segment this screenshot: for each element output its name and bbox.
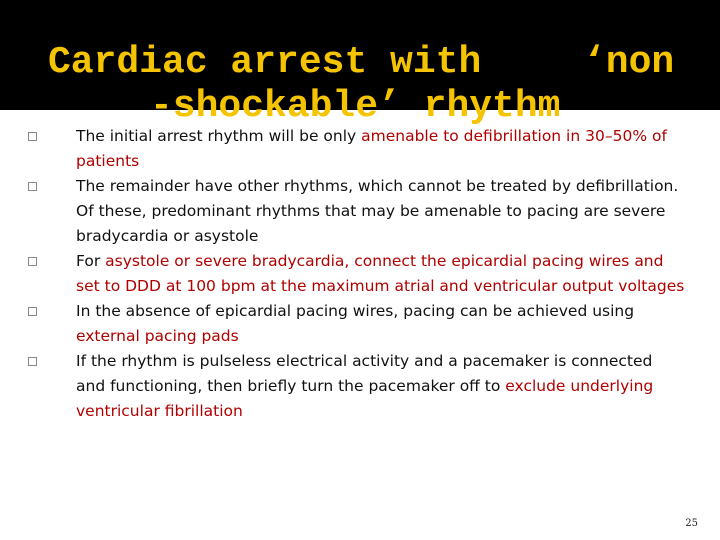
bullet-square-icon	[28, 257, 37, 266]
bullet-item	[26, 124, 686, 174]
bullet-text: In the absence of epicardial pacing wires, pacing can be achieved using	[76, 302, 635, 320]
bullet-highlight: external pacing pads	[76, 327, 239, 345]
bullet-square-icon	[28, 132, 37, 141]
bullet-item	[26, 349, 686, 424]
bullet-highlight: exclude underlying ventricular fibrillation	[76, 377, 654, 420]
bullet-highlight: amenable to defibrillation in 30–50% of patients	[76, 127, 667, 170]
bullet-text: If the rhythm is pulseless electrical activity and a pacemaker is connected and functioning, then briefly turn the pacemaker off to	[76, 352, 653, 395]
bullet-highlight: asystole or severe bradycardia, connect the epicardial pacing wires and set to DDD at 100 bpm at the maximum atrial and ventricular output voltages	[76, 252, 685, 295]
bullet-text: The initial arrest rhythm will be only	[76, 127, 362, 145]
bullet-item	[26, 174, 686, 249]
page-number: 25	[685, 518, 698, 529]
bullet-item	[26, 299, 686, 349]
bullet-text: For	[76, 252, 106, 270]
bullet-square-icon	[28, 357, 37, 366]
bullet-text: The remainder have other rhythms, which cannot be treated by defibrillation. Of these, predominant rhythms that may be amenable to pacing are severe bradycardia or asystole	[76, 177, 679, 245]
title-line-1b: ‘non	[583, 41, 675, 84]
bullet-square-icon	[28, 182, 37, 191]
bullet-item	[26, 249, 686, 299]
title-line-2: -shockable’ rhythm	[150, 85, 561, 128]
bullet-list	[26, 124, 686, 424]
bullet-square-icon	[28, 307, 37, 316]
title-line-1a: Cardiac arrest with	[48, 41, 482, 84]
